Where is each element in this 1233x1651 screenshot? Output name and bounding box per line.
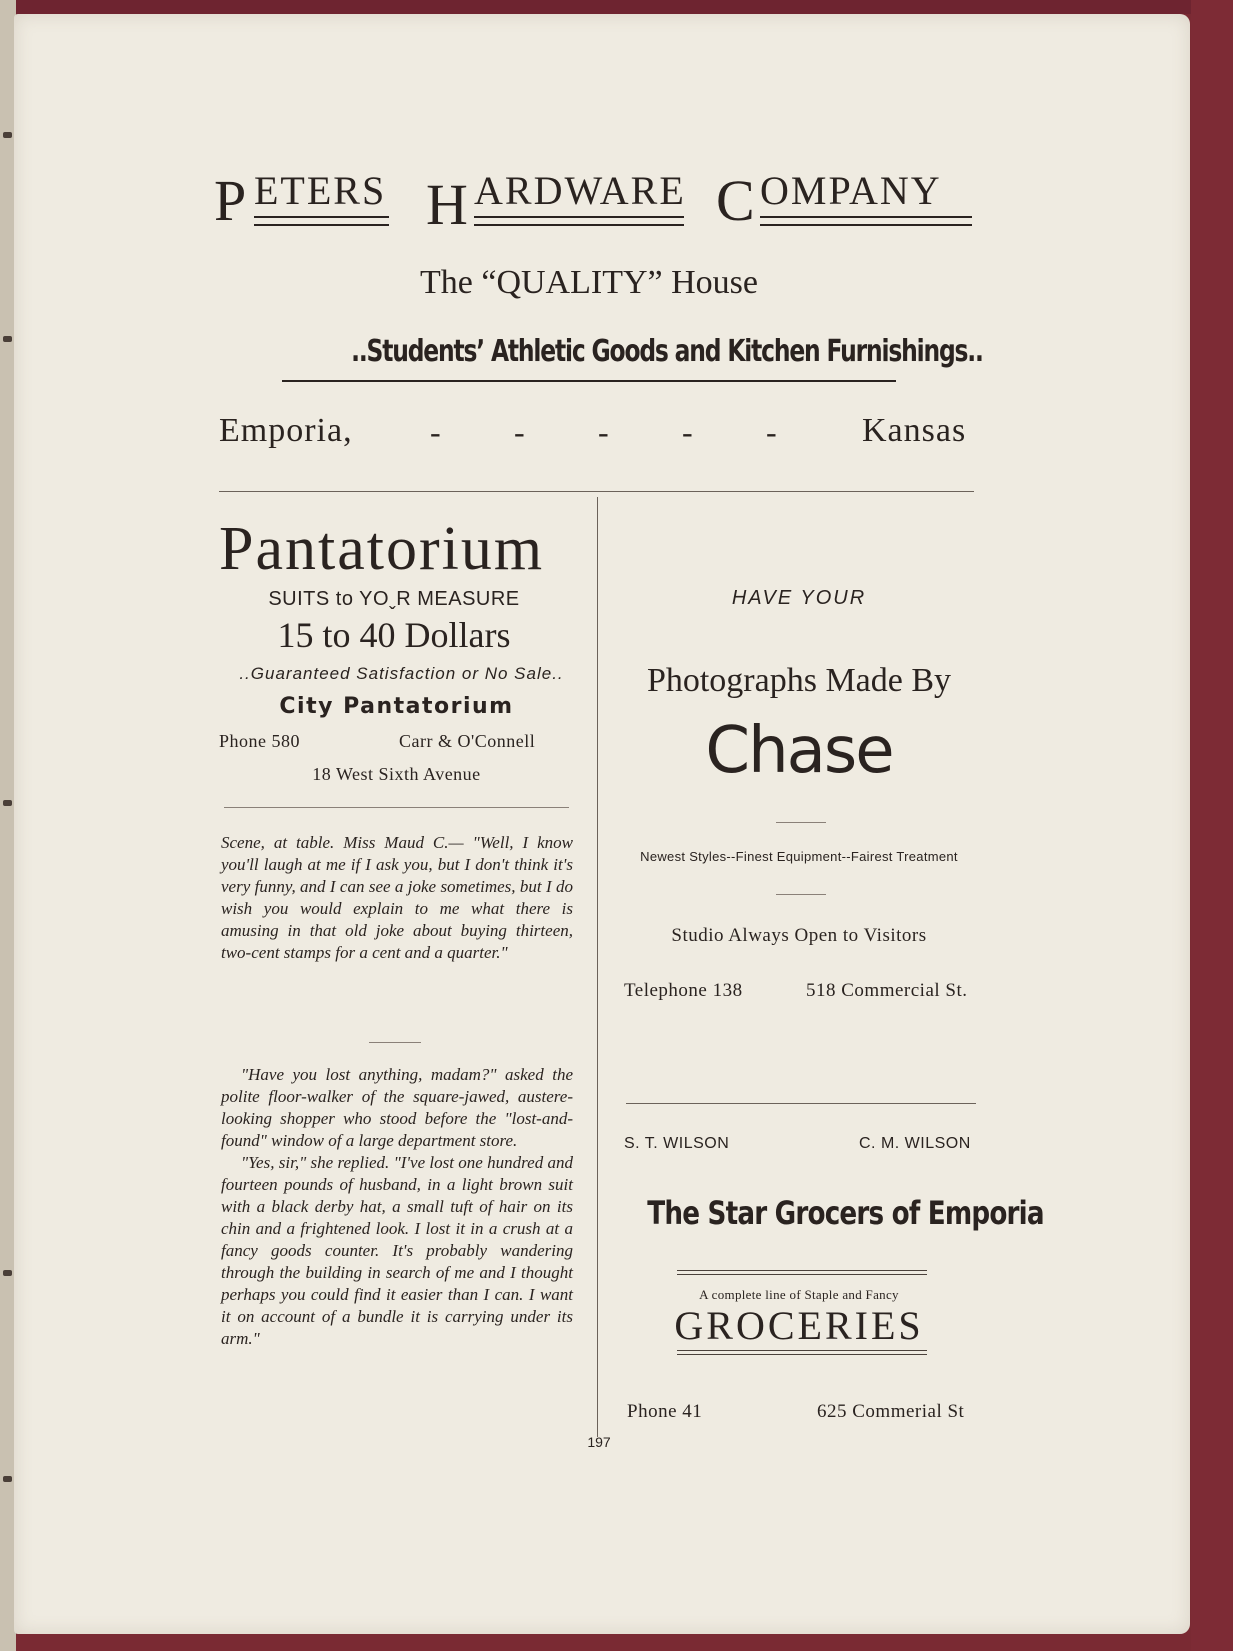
- title-word-company: [716, 162, 976, 242]
- peters-state: Kansas: [862, 412, 967, 449]
- separator-dash: -: [514, 414, 525, 450]
- chase-photographs: Photographs Made By: [646, 662, 952, 699]
- chase-divider: [776, 894, 826, 895]
- section-divider: [219, 491, 974, 492]
- grocers-title: The Star Grocers of Emporia: [647, 1194, 1044, 1232]
- separator-dash: -: [682, 414, 693, 450]
- pantatorium-suits: SUITS to YOˬR MEASURE: [268, 588, 520, 610]
- pantatorium-city-name: City Pantatorium: [279, 694, 514, 719]
- binding-tack: [3, 800, 12, 806]
- title-initial: H: [426, 172, 468, 237]
- binding-tack: [3, 336, 12, 342]
- ad-divider: [626, 1103, 976, 1104]
- grocer-owner: C. M. WILSON: [859, 1135, 971, 1152]
- double-rule: [677, 1270, 927, 1275]
- title-word-rest: ETERS: [254, 168, 387, 213]
- binding-tack: [3, 1270, 12, 1276]
- chase-have-your: HAVE YOUR: [731, 587, 867, 609]
- chase-divider: [776, 822, 826, 823]
- title-initial: P: [214, 168, 247, 233]
- ad-divider: [224, 807, 569, 808]
- column-divider: [597, 497, 598, 1437]
- grocer-owner: S. T. WILSON: [624, 1135, 730, 1152]
- goods-underline: [282, 380, 896, 382]
- grocers-address: 625 Commerial St: [817, 1401, 965, 1422]
- chase-studio: Studio Always Open to Visitors: [671, 925, 927, 946]
- chase-telephone: Telephone 138: [624, 980, 743, 1001]
- grocers-phone: Phone 41: [627, 1401, 703, 1422]
- chase-name: Chase: [705, 714, 893, 788]
- title-underline: [474, 216, 684, 226]
- double-rule: [677, 1350, 927, 1355]
- joke-paragraph: "Yes, sir," she replied. "I've lost one hundred and fourteen pounds of husband, in a light brown suit with a black derby hat, a small tuft of hair on its chin and a frightened look. I lost it in a crush at a fancy goods counter. It's probably wandering through the building in search of me and I thought perhaps you could find it easier than I can. I want it on account of a bundle it is carrying under its arm.": [221, 1153, 573, 1348]
- title-word-rest: ARDWARE: [474, 168, 686, 213]
- title-underline: [760, 216, 972, 226]
- title-word-hardware: [426, 162, 686, 242]
- title-word-rest: OMPANY: [760, 168, 942, 213]
- pantatorium-proprietors: Carr & O'Connell: [399, 731, 536, 751]
- joke-text: [221, 1064, 573, 1350]
- joke-text: Scene, at table. Miss Maud C.— "Well, I know you'll laugh at me if I ask you, but I don't think it's very funny, and I can see a joke sometimes, but I do wish you would explain to me what there is amusing in that old joke about buying thirteen, two-cent stamps for a cent and a quarter.": [221, 833, 573, 962]
- title-initial: C: [716, 168, 755, 233]
- peters-city: Emporia,: [219, 412, 353, 449]
- binding-tack: [3, 1476, 12, 1482]
- separator-dash: -: [766, 414, 777, 450]
- binding-tack: [3, 132, 12, 138]
- title-underline: [254, 216, 389, 226]
- peters-hardware-title: [204, 162, 974, 242]
- chase-slogan: Newest Styles--Finest Equipment--Fairest Treatment: [640, 849, 958, 864]
- book-page: [14, 14, 1190, 1634]
- chase-address: 518 Commercial St.: [806, 980, 968, 1001]
- pantatorium-guarantee: ..Guaranteed Satisfaction or No Sale..: [239, 664, 564, 683]
- pantatorium-address: 18 West Sixth Avenue: [312, 764, 481, 784]
- pantatorium-title: Pantatorium: [219, 515, 545, 583]
- book-binding-right: [1191, 0, 1233, 1651]
- peters-goods-line: ..Students’ Athletic Goods and Kitchen Furnishings..: [351, 334, 983, 369]
- title-word-peters: [214, 162, 394, 242]
- grocers-complete-line: A complete line of Staple and Fancy: [699, 1287, 899, 1302]
- separator-dash: -: [430, 414, 441, 450]
- joke-divider: [369, 1042, 421, 1043]
- grocers-groceries: GROCERIES: [674, 1303, 924, 1348]
- book-binding-top: [0, 0, 1233, 14]
- joke-paragraph: "Have you lost anything, madam?" asked the polite floor-walker of the square-jawed, austere-looking shopper who stood before the "lost-and-found" window of a large department store.: [221, 1065, 573, 1150]
- pantatorium-price: 15 to 40 Dollars: [277, 615, 511, 655]
- page-number: 197: [587, 1434, 611, 1450]
- peters-tagline: The “QUALITY” House: [420, 264, 758, 301]
- separator-dash: -: [598, 414, 609, 450]
- pantatorium-phone: Phone 580: [219, 731, 300, 751]
